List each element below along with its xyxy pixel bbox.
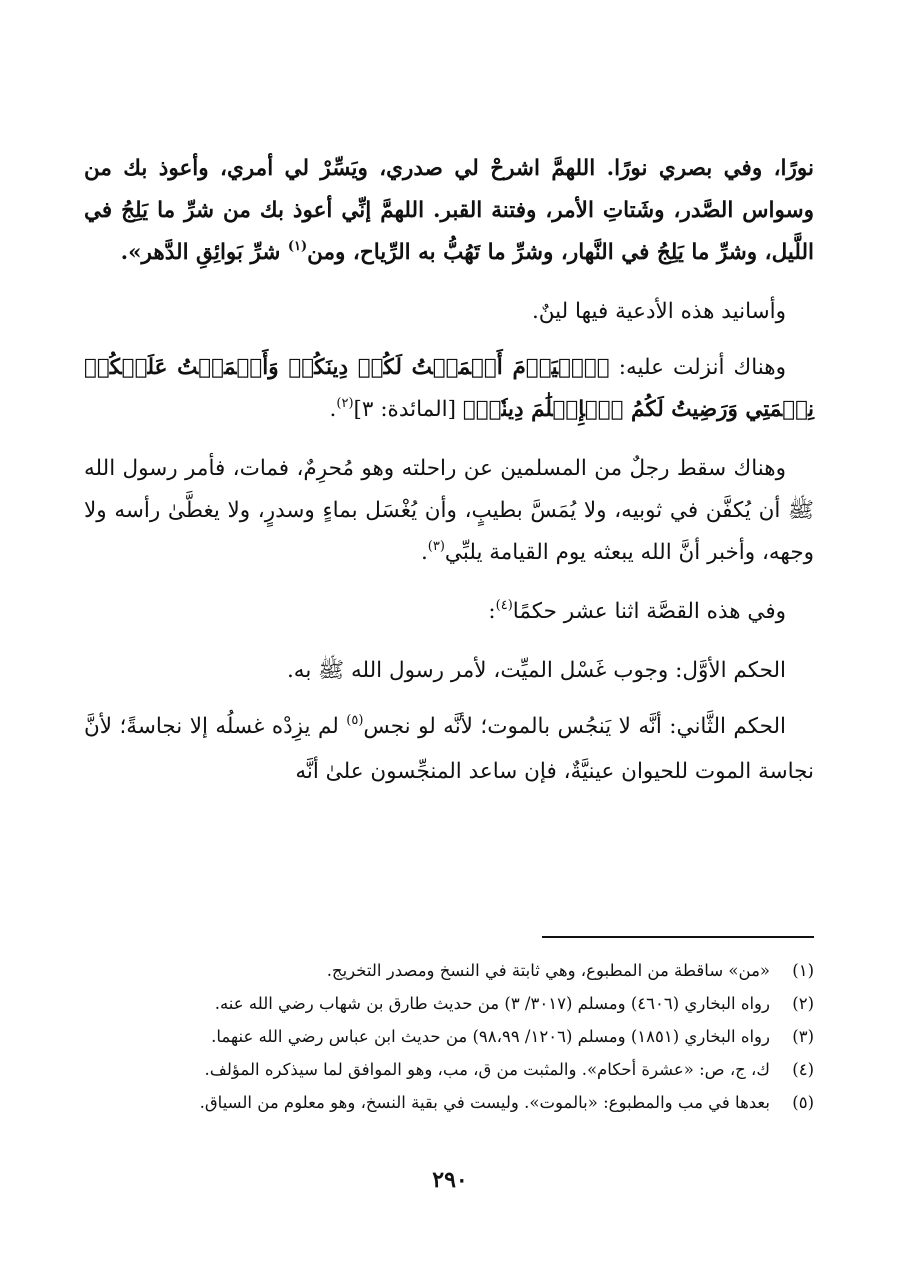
footnote-2 (84, 987, 814, 1020)
footnote-3 (84, 1020, 814, 1053)
footnote-ref-4[interactable]: (٤) (495, 598, 513, 613)
hadith-end: شرِّ بَوائِقِ الدَّهر». (120, 240, 288, 265)
quran-verse: ﴿ٱلۡيَوۡمَ أَكۡمَلۡتُ لَكُمۡ دِينَكُمۡ وَأَتۡمَمۡتُ عَلَيۡكُمۡ نِعۡمَتِي وَرَضِيتُ لَكُمُ ٱلۡإِسۡلَٰمَ دِينٗاۚ﴾ (84, 355, 814, 422)
footnotes (84, 954, 814, 1119)
quran-reference: [المائدة: ٣] (353, 397, 463, 422)
main-text (84, 148, 814, 793)
story-paragraph (84, 448, 814, 577)
footnote-ref-3[interactable]: (٣) (427, 539, 445, 554)
footnote-number: (٢) (792, 994, 814, 1013)
ruling-1 (84, 650, 814, 692)
footnote-number: (٣) (792, 1027, 814, 1046)
footnote-ref-5[interactable]: (٥) (346, 713, 364, 728)
story-text: وهناك سقط رجلٌ من المسلمين عن راحلته وهو مُحرِمٌ، فمات، فأمر رسول الله ﷺ أن يُكفَّن في ثوبيه، ولا يُمَسَّ بطيبٍ، وأن يُغْسَل بماءٍ وسدرٍ، ولا يغطَّىٰ رأسه ولا وجهه، وأخبر أنَّ الله يبعثه يوم القيامة يلبِّي (84, 456, 814, 565)
hadith-paragraph (84, 148, 814, 277)
footnote-text: بعدها في مب والمطبوع: «بالموت». وليست في بقية النسخ، وهو معلوم من السياق. (199, 1093, 770, 1112)
footnote-ref-2[interactable]: (٢) (336, 396, 354, 411)
footnote-4 (84, 1053, 814, 1086)
story-end: . (420, 540, 428, 565)
hadith-text: نورًا، وفي بصري نورًا. اللهمَّ اشرحْ لي صدري، ويَسِّرْ لي أمري، وأعوذ بك من وسواس الصَّدر، وشَتاتِ الأمر، وفتنة القبر. اللهمَّ إنِّي أعوذ بك من شرِّ ما يَلِجُ في اللَّيل، وشرِّ ما يَلِجُ في النَّهار، وشرِّ ما تَهُبُّ به الرِّياح، ومن (84, 156, 814, 265)
ruling-2 (84, 706, 814, 793)
footnote-number: (١) (792, 961, 814, 980)
revelation-intro: وهناك أنزلت عليه: (609, 355, 786, 380)
footnote-divider (542, 936, 814, 938)
chains-note (84, 291, 814, 333)
rulings-intro (84, 591, 814, 636)
ruling-1-text: الحكم الأوَّل: وجوب غَسْل الميِّت، لأمر رسول الله ﷺ به. (286, 658, 786, 683)
footnote-ref-1[interactable]: (١) (287, 239, 308, 254)
footnote-text: رواه البخاري (٤٦٠٦) ومسلم (٣٠١٧/ ٣) من حديث طارق بن شهاب رضي الله عنه. (214, 994, 770, 1013)
ruling-2-start: الحكم الثَّاني: أنَّه لا يَنجُس بالموت؛ لأنَّه لو نجس (363, 714, 786, 739)
footnote-number: (٥) (792, 1093, 814, 1112)
page-number: ٢٩٠ (432, 1167, 468, 1193)
rulings-intro-text: وفي هذه القصَّة اثنا عشر حكمًا (512, 599, 786, 624)
footnote-5 (84, 1086, 814, 1119)
footnote-text: ك، ج، ص: «عشرة أحكام». والمثبت من ق، مب، وهو الموافق لما سيذكره المؤلف. (204, 1060, 770, 1079)
revelation-paragraph (84, 347, 814, 434)
footnote-1 (84, 954, 814, 987)
ruling-2-end: لم يزِدْه غسلُه إلا نجاسةً؛ لأنَّ نجاسة الموت للحيوان عينيَّةٌ، فإن ساعد المنجِّسون علىٰ أنَّه (84, 714, 814, 784)
rulings-intro-end: : (488, 599, 496, 624)
chains-note-text: وأسانيد هذه الأدعية فيها لينٌ. (531, 299, 786, 324)
footnote-number: (٤) (792, 1060, 814, 1079)
quran-end: . (329, 397, 337, 422)
footnote-text: رواه البخاري (١٨٥١) ومسلم (١٢٠٦/ ٩٨،٩٩) من حديث ابن عباس رضي الله عنهما. (211, 1027, 770, 1046)
footnote-text: «من» ساقطة من المطبوع، وهي ثابتة في النسخ ومصدر التخريج. (326, 961, 770, 980)
